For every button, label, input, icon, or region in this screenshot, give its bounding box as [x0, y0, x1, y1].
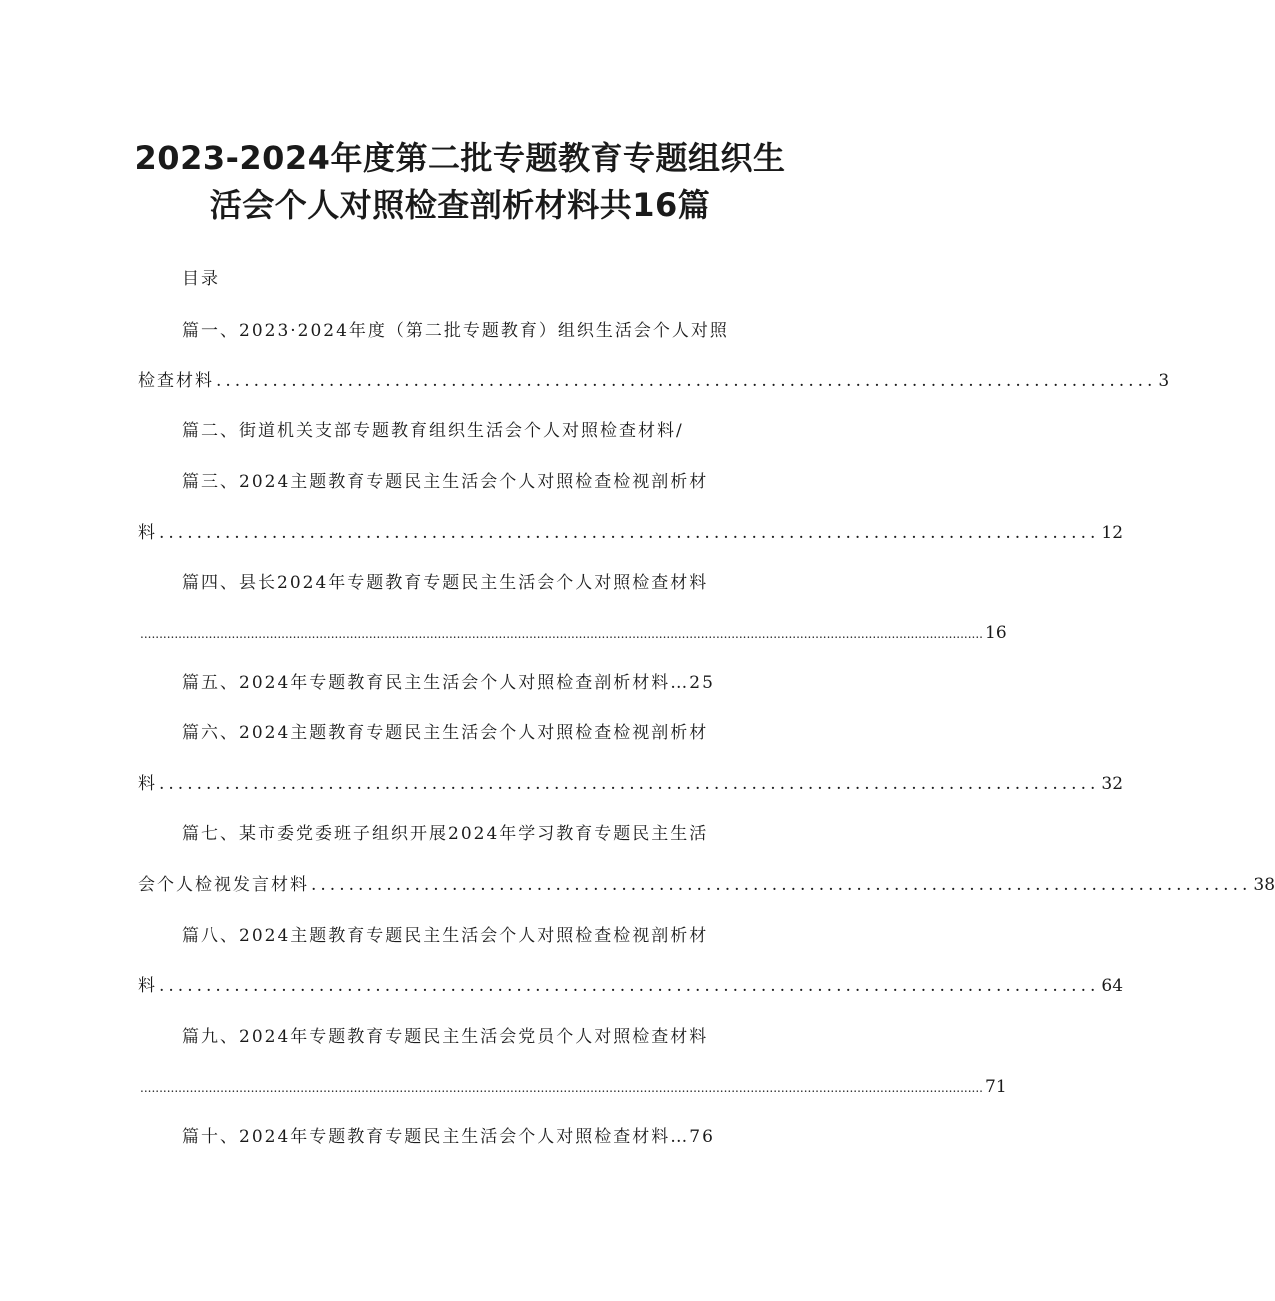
toc-page-number: 12 [1101, 523, 1124, 543]
toc-leader-dots: .................................................................................................... [159, 774, 1100, 794]
toc-page-number: 3 [1158, 371, 1170, 391]
toc-entry-3-line-2[interactable] [138, 520, 1124, 546]
toc-leader-dots: ............................................................................................................................................................................................................................. [140, 1081, 983, 1095]
toc-entry-1-line-2[interactable] [138, 368, 1170, 394]
toc-entry-8-line-1[interactable]: 篇八、2024主题教育专题民主生活会个人对照检查检视剖析材 [182, 926, 709, 946]
toc-entry-7-line-1[interactable]: 篇七、某市委党委班子组织开展2024年学习教育专题民主生活 [182, 824, 709, 844]
toc-entry-1-line-1[interactable]: 篇一、2023·2024年度（第二批专题教育）组织生活会个人对照 [182, 321, 729, 341]
toc-page-number: 71 [985, 1077, 1007, 1097]
toc-entry-5-line-1[interactable]: 篇五、2024年专题教育民主生活会个人对照检查剖析材料…25 [182, 673, 715, 693]
toc-entry-8-line-2[interactable] [138, 973, 1124, 999]
toc-page-number: 64 [1101, 976, 1124, 996]
document-title-line-2: 活会个人对照检查剖析材料共16篇 [209, 186, 711, 224]
toc-leader-dots: ............................................................................................................................................................................................................................. [140, 627, 983, 641]
toc-page-number: 16 [985, 623, 1007, 643]
toc-entry-text: 会个人检视发言材料 [138, 875, 309, 895]
toc-leader-dots: .................................................................................................... [159, 523, 1100, 543]
toc-leader-dots: .................................................................................................... [159, 976, 1100, 996]
toc-heading: 目录 [182, 269, 220, 289]
toc-entry-text: 料 [138, 523, 157, 543]
toc-entry-4-line-1[interactable]: 篇四、县长2024年专题教育专题民主生活会个人对照检查材料 [182, 573, 709, 593]
toc-page-number: 38 [1253, 875, 1275, 895]
toc-entry-text: 检查材料 [138, 371, 214, 391]
toc-entry-6-line-2[interactable] [138, 771, 1124, 797]
toc-entry-3-line-1[interactable]: 篇三、2024主题教育专题民主生活会个人对照检查检视剖析材 [182, 472, 709, 492]
toc-entry-9-line-1[interactable]: 篇九、2024年专题教育专题民主生活会党员个人对照检查材料 [182, 1027, 709, 1047]
toc-entry-text: 料 [138, 774, 157, 794]
toc-entry-text: 料 [138, 976, 157, 996]
toc-entry-4-line-2[interactable] [138, 620, 1007, 647]
toc-leader-dots: .................................................................................................... [216, 371, 1157, 391]
toc-entry-10-line-1[interactable]: 篇十、2024年专题教育专题民主生活会个人对照检查材料…76 [182, 1127, 715, 1147]
toc-entry-2-line-1[interactable]: 篇二、街道机关支部专题教育组织生活会个人对照检查材料/ [182, 421, 684, 441]
toc-entry-7-line-2[interactable] [138, 872, 1275, 898]
toc-page-number: 32 [1101, 774, 1124, 794]
toc-entry-9-line-2[interactable] [138, 1074, 1007, 1101]
document-title-line-1: 2023-2024年度第二批专题教育专题组织生 [134, 139, 786, 177]
toc-leader-dots: .................................................................................................... [311, 875, 1252, 895]
toc-entry-6-line-1[interactable]: 篇六、2024主题教育专题民主生活会个人对照检查检视剖析材 [182, 723, 709, 743]
